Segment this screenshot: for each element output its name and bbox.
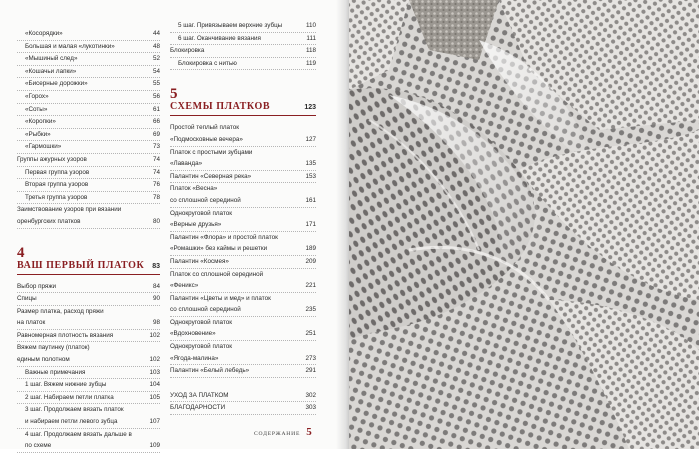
toc-entry[interactable] [17, 416, 160, 429]
toc-entry[interactable] [17, 154, 160, 167]
chapter-heading[interactable] [17, 260, 160, 275]
toc-entry-title: на платок [17, 319, 46, 327]
toc-entry-page: 110 [305, 22, 316, 29]
toc-entry-title: «Кошачьи лапки» [25, 67, 77, 75]
toc-entry[interactable] [17, 116, 160, 129]
toc-entry-title: «Лаванда» [170, 160, 203, 168]
toc-entry[interactable] [17, 367, 160, 380]
toc-list [17, 281, 160, 453]
toc-entry[interactable] [170, 33, 316, 46]
toc-entry-page: 55 [152, 80, 160, 88]
toc-list [170, 390, 316, 415]
toc-entry-title: «Косорядки» [25, 30, 63, 37]
toc-entry-page: 107 [149, 418, 160, 426]
toc-entry-page: 291 [305, 367, 316, 375]
toc-entry-title: «Соты» [25, 105, 48, 113]
toc-entry-page: 73 [152, 143, 160, 151]
chapter-heading[interactable] [170, 101, 316, 116]
toc-entry-title: БЛАГОДАРНОСТИ [170, 404, 226, 412]
toc-entry-title: Палантин «Флора» и простой платок [170, 233, 278, 241]
toc-entry-title: «Мышиный след» [25, 55, 78, 63]
toc-entry-title: Палантин «Цветы и мед» и платок [170, 294, 271, 302]
toc-entry[interactable] [170, 293, 316, 305]
chapter-title: ВАШ ПЕРВЫЙ ПЛАТОК [17, 259, 145, 271]
toc-entry[interactable] [17, 192, 160, 205]
toc-entry[interactable] [17, 179, 160, 192]
toc-entry-title: 1 шаг. Вяжем нижние зубцы [25, 381, 107, 389]
chapter-number: 4 [17, 244, 25, 261]
toc-entry[interactable] [170, 58, 316, 71]
toc-entry-title: «Феникс» [170, 282, 199, 290]
toc-entry[interactable] [170, 45, 316, 58]
toc-entry[interactable] [170, 147, 316, 159]
toc-entry-page: 74 [152, 168, 160, 176]
toc-entry-page: 118 [305, 47, 316, 55]
toc-entry-page: 74 [152, 155, 160, 163]
toc-entry-title: единым полотном [17, 356, 70, 364]
toc-entry-page: 103 [149, 368, 160, 376]
toc-entry-page: 66 [152, 118, 160, 126]
toc-entry-title: по схеме [25, 442, 52, 450]
toc-list [170, 20, 316, 70]
toc-entry[interactable] [17, 379, 160, 392]
toc-entry[interactable] [170, 243, 316, 256]
toc-entry[interactable] [17, 28, 160, 41]
toc-entry[interactable] [17, 281, 160, 294]
toc-entry[interactable] [170, 208, 316, 220]
toc-entry-page: 111 [306, 34, 316, 42]
toc-entry-title: Блокировка [170, 47, 205, 55]
toc-entry-title: «Горох» [25, 92, 49, 100]
toc-entry[interactable] [17, 354, 160, 367]
toc-column-left [17, 28, 160, 453]
toc-entry-page: 44 [152, 30, 160, 37]
book-gutter [336, 0, 350, 449]
toc-entry-title: «Рыбки» [25, 130, 51, 138]
toc-entry-page: 235 [305, 306, 316, 314]
toc-entry[interactable] [17, 317, 160, 330]
contents-page [0, 0, 349, 449]
toc-entry-title: Однокруговой платок [170, 209, 232, 217]
toc-entry[interactable] [170, 317, 316, 329]
toc-entry-title: со сплошной серединой [170, 306, 241, 314]
toc-entry[interactable] [170, 219, 316, 232]
toc-entry-title: Вторая группа узоров [25, 181, 89, 189]
toc-entry-title: Заимствование узоров при вязании [17, 206, 122, 214]
toc-entry-title: Первая группа узоров [25, 168, 90, 176]
toc-entry[interactable] [17, 392, 160, 405]
chapter-title: СХЕМЫ ПЛАТКОВ [170, 101, 271, 113]
toc-entry-title: «Верные друзья» [170, 221, 222, 229]
toc-entry-title: «Ромашки» без каймы и решетки [170, 245, 268, 253]
toc-entry-title: Важные примечания [25, 368, 86, 376]
toc-entry-title: 4 шаг. Продолжаем вязать дальше в [25, 430, 132, 438]
toc-entry-title: «Подмосковные вечера» [170, 135, 243, 143]
toc-entry[interactable] [17, 91, 160, 104]
toc-entry-page: 48 [152, 42, 160, 50]
toc-entry-title: УХОД ЗА ПЛАТКОМ [170, 391, 229, 399]
toc-column-right [170, 20, 316, 415]
toc-entry-title: 2 шаг. Набираем петли платка [25, 393, 114, 401]
toc-entry[interactable] [17, 429, 160, 441]
toc-entry[interactable] [170, 171, 316, 184]
toc-entry-title: Простой теплый платок [170, 124, 239, 132]
toc-entry[interactable] [17, 167, 160, 180]
toc-entry-title: Блокировка с нитью [178, 59, 237, 67]
toc-entry[interactable] [17, 41, 160, 54]
toc-entry-page: 161 [305, 196, 316, 204]
toc-entry[interactable] [17, 129, 160, 142]
toc-entry-title: Большая и малая «лукотинки» [25, 42, 115, 50]
toc-entry-page: 80 [152, 217, 160, 225]
toc-entry[interactable] [17, 66, 160, 79]
toc-entry[interactable] [170, 353, 316, 366]
toc-entry[interactable] [170, 20, 316, 33]
toc-entry-page: 251 [305, 330, 316, 338]
toc-entry[interactable] [170, 365, 316, 378]
toc-entry[interactable] [170, 390, 316, 403]
toc-entry-title: оренбургских платков [17, 217, 81, 225]
toc-entry[interactable] [170, 269, 316, 281]
toc-entry-title: Палантин «Северная река» [170, 172, 252, 180]
toc-entry-title: Платок «Весна» [170, 185, 218, 193]
toc-entry[interactable] [170, 195, 316, 208]
toc-entry-title: Равномерная плотность вязания [17, 331, 114, 339]
toc-entry-page: 153 [305, 172, 316, 180]
toc-entry-page: 90 [152, 295, 160, 303]
toc-entry-title: 5 шаг. Привязываем верхние зубцы [178, 22, 283, 29]
toc-entry[interactable] [17, 216, 160, 229]
toc-entry-title: «Вдохновение» [170, 330, 216, 338]
toc-entry-title: Однокруговой платок [170, 343, 232, 351]
toc-entry-page: 273 [305, 354, 316, 362]
toc-entry[interactable] [17, 342, 160, 354]
lace-shawl-image [349, 0, 699, 449]
toc-entry[interactable] [170, 304, 316, 317]
toc-entry-page: 102 [149, 331, 160, 339]
toc-entry[interactable] [170, 134, 316, 147]
toc-entry[interactable] [170, 328, 316, 341]
toc-entry-page: 127 [305, 135, 316, 143]
toc-entry[interactable] [17, 141, 160, 154]
toc-entry-page: 109 [149, 442, 160, 450]
toc-entry-page: 102 [149, 356, 160, 364]
toc-list [170, 122, 316, 377]
toc-entry-page: 78 [152, 193, 160, 201]
toc-entry[interactable] [170, 158, 316, 171]
toc-entry-title: Группы ажурных узоров [17, 155, 87, 163]
toc-entry-page: 104 [149, 381, 160, 389]
toc-entry-title: «Бисерные дорожки» [25, 80, 88, 88]
toc-entry-page: 69 [152, 130, 160, 138]
toc-entry-title: Вяжем паутинку (платок) [17, 344, 90, 352]
toc-entry-title: Палантин «Космея» [170, 257, 229, 265]
toc-entry[interactable] [170, 402, 316, 415]
toc-entry-title: и набираем петли левого зубца [25, 418, 118, 426]
toc-entry-title: Платок со сплошной серединой [170, 270, 264, 278]
toc-entry-title: Третья группа узоров [25, 193, 88, 201]
toc-entry-page: 221 [305, 282, 316, 290]
toc-entry-page: 105 [149, 393, 160, 401]
toc-entry[interactable] [17, 306, 160, 318]
toc-entry-page: 56 [152, 92, 160, 100]
chapter-number: 5 [170, 86, 178, 103]
toc-entry[interactable] [17, 53, 160, 66]
toc-entry-page: 171 [305, 221, 316, 229]
toc-entry[interactable] [170, 341, 316, 353]
toc-entry[interactable] [17, 440, 160, 453]
running-footer-label: СОДЕРЖАНИЕ [254, 431, 301, 437]
toc-entry-title: Размер платка, расход пряжи [17, 307, 104, 315]
toc-entry-page: 302 [305, 391, 316, 399]
toc-entry-page: 76 [152, 181, 160, 189]
toc-entry-title: Палантин «Белый лебедь» [170, 367, 250, 375]
toc-entry[interactable] [17, 78, 160, 91]
toc-entry[interactable] [170, 256, 316, 269]
toc-entry[interactable] [17, 204, 160, 216]
lace-shawl-photo [349, 0, 699, 449]
toc-entry-page: 189 [305, 245, 316, 253]
toc-entry-title: Спицы [17, 295, 37, 303]
page-footer [254, 426, 312, 438]
toc-entry[interactable] [17, 330, 160, 343]
toc-entry[interactable] [17, 104, 160, 117]
toc-entry-page: 209 [305, 257, 316, 265]
toc-entry-page: 135 [305, 160, 316, 168]
toc-entry-title: Однокруговой платок [170, 318, 232, 326]
toc-entry-page: 61 [152, 105, 160, 113]
toc-entry-title: Платок с простыми зубцами [170, 148, 253, 156]
chapter-page: 83 [152, 262, 160, 270]
page-number: 5 [306, 426, 312, 438]
chapter-page: 123 [304, 104, 316, 112]
toc-entry-title: «Коропки» [25, 118, 56, 126]
toc-entry[interactable] [170, 122, 316, 134]
toc-entry-page: 52 [152, 55, 160, 63]
toc-entry[interactable] [170, 232, 316, 244]
toc-entry-page: 98 [152, 319, 160, 327]
toc-entry-title: Выбор пряжи [17, 282, 57, 290]
toc-entry[interactable] [170, 183, 316, 195]
toc-entry-title: со сплошной серединой [170, 196, 241, 204]
toc-entry-page: 54 [152, 67, 160, 75]
toc-entry-page: 119 [305, 59, 316, 67]
toc-entry-title: 3 шаг. Продолжаем вязать платок [25, 406, 124, 414]
toc-entry-page: 84 [152, 282, 160, 290]
toc-entry-title: «Гармошки» [25, 143, 62, 151]
toc-entry-title: «Ягода-малина» [170, 354, 219, 362]
toc-entry-page: 303 [305, 404, 316, 412]
toc-entry[interactable] [17, 404, 160, 416]
toc-entry[interactable] [17, 293, 160, 306]
toc-entry[interactable] [170, 280, 316, 293]
toc-entry-title: 6 шаг. Оканчивание вязания [178, 34, 261, 42]
toc-list [17, 28, 160, 229]
